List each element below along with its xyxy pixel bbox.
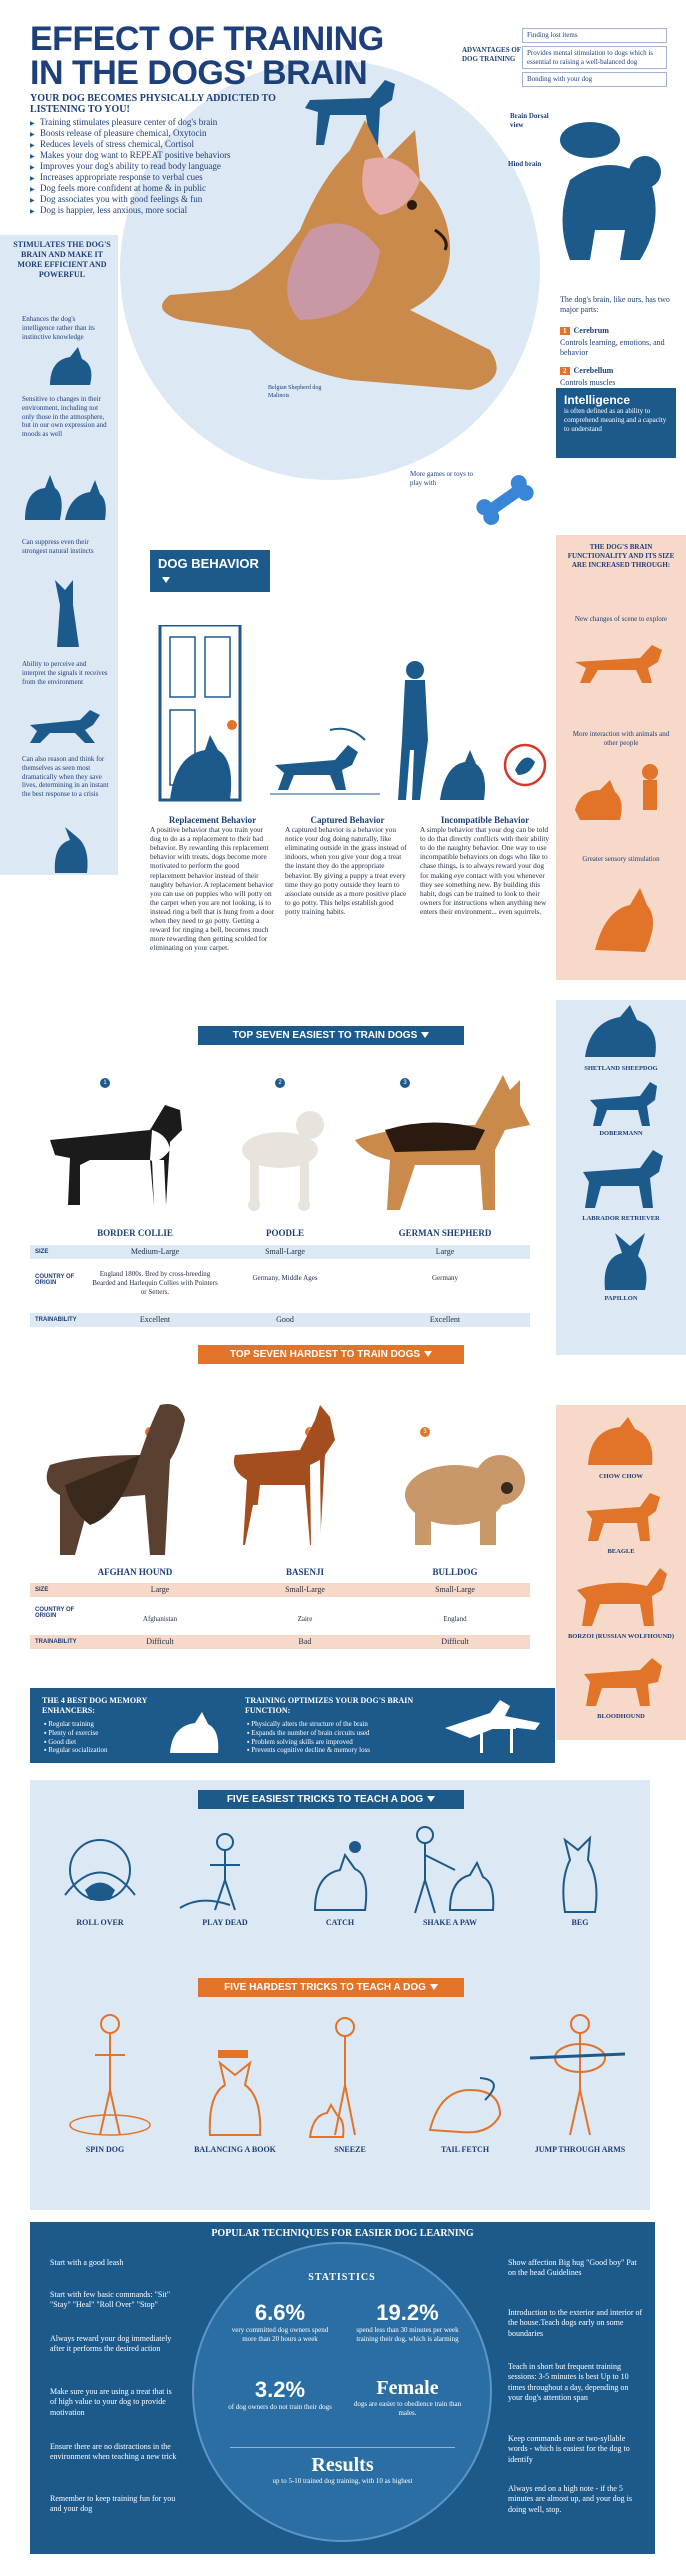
easy-trick-label: PLAY DEAD	[202, 1918, 248, 1927]
brain-intro: The dog's brain, like ours, has two major parts:	[560, 295, 670, 315]
functionality-item: New changes of scene to explore	[574, 615, 668, 623]
subtitle: YOUR DOG BECOMES PHYSICALLY ADDICTED TO LISTENING TO YOU!	[30, 93, 276, 115]
beagle-icon	[580, 1485, 665, 1545]
technique-tip: Show affection Big hug "Good boy" Pat on the head Guidelines	[508, 2258, 637, 2278]
easy-trick-label: ROLL OVER	[76, 1918, 124, 1927]
sneeze-illustration	[305, 2015, 395, 2140]
dobermann-icon	[585, 1078, 665, 1128]
balancing-book-illustration	[190, 2045, 280, 2140]
stimulates-item: Sensitive to changes in their environment, including not only those in the atmosphere, but in our own expression and moods as well	[22, 395, 107, 438]
dog-caption: Belgian Shepherd dog Malinois	[268, 385, 322, 399]
memory-bar	[30, 1688, 555, 1763]
technique-tip: Always end on a high note - if the 5 minutes are almost up, and your dog is doing well, stop.	[508, 2484, 632, 2514]
dog-name: BASENJI	[285, 1567, 324, 1577]
list-item: ▶ Dog associates you with good feelings & fun	[30, 194, 290, 205]
bloodhound-icon	[578, 1650, 668, 1710]
list-item: ▪ Problem solving skills are improved	[247, 1737, 353, 1746]
hard-tricks-heading: FIVE HARDEST TRICKS TO TEACH A DOG	[198, 1978, 464, 1997]
function-list	[247, 1720, 370, 1755]
list-item: ▪ Regular training	[44, 1720, 94, 1728]
basenji-illustration	[225, 1405, 355, 1555]
incompatible-behavior-illustration	[390, 650, 550, 810]
side-breed-label: BEAGLE	[607, 1548, 635, 1555]
brain-dog-silhouette-icon	[550, 110, 670, 290]
list-item: ▶ Training stimulates pleasure center of dog's brain	[30, 117, 290, 128]
list-item: ▪ Prevents cognitive decline & memory loss	[247, 1746, 371, 1755]
list-item: ▶ Dog feels more confident at home & in public	[30, 183, 290, 194]
chevron-down-icon	[424, 1351, 432, 1357]
advantage-item: Bonding with your dog	[522, 72, 667, 87]
brain-dorsal-label: Brain Dorsal view	[510, 112, 549, 129]
technique-tip: Keep commands one or two-syllable words - which is easiest for the dog to identify	[508, 2434, 630, 2464]
list-item: ▶ Dog is happier, less anxious, more social	[30, 205, 290, 216]
two-dogs-icon	[20, 470, 110, 525]
stat-block: Female dogs are easier to obedience train than males.	[353, 2377, 462, 2417]
side-breed-label: LABRADOR RETRIEVER	[582, 1215, 660, 1222]
advantage-item: Finding lost items	[522, 28, 667, 43]
intelligence-box: Intelligence is often defined as an ability to comprehend meaning and a capacity to understand	[556, 388, 676, 458]
border-collie-illustration	[40, 1090, 200, 1215]
easy-trick-label: CATCH	[325, 1918, 355, 1927]
rank-badge: 3	[420, 1427, 430, 1437]
stimulates-item: Ability to perceive and interpret the signals it receives from the environment	[22, 660, 108, 686]
easy-tricks-heading: FIVE EASIEST TRICKS TO TEACH A DOG	[198, 1790, 464, 1809]
technique-tip: Start with a good leash	[50, 2258, 124, 2267]
stat-block: 6.6% very committed dog owners spend more than 20 hours a week	[231, 2300, 329, 2343]
afghan-hound-illustration	[30, 1385, 210, 1565]
alert-dog-icon	[45, 575, 90, 650]
advantage-item: Provides mental stimulation to dogs which is essential to raising a well-balanced dog	[522, 46, 667, 70]
technique-tip: Start with few basic commands: "Sit" "Stay" "Heal" "Roll Over" "Stop"	[50, 2290, 171, 2310]
easy-trick-label: SHAKE A PAW	[422, 1918, 478, 1927]
labrador-icon	[575, 1142, 670, 1212]
games-caption: More games or toys to play with	[410, 470, 473, 487]
brain-part-cerebellum: 2 Cerebellum Controls muscles	[560, 366, 616, 387]
hard-trick-label: TAIL FETCH	[440, 2145, 490, 2154]
techniques-heading: POPULAR TECHNIQUES FOR EASIER DOG LEARNING	[211, 2228, 474, 2239]
hard-trick-label: SNEEZE	[334, 2145, 366, 2154]
catch-illustration	[300, 1835, 380, 1915]
behavior-col-captured: Captured Behavior A captured behavior is a behavior you notice your dog doing naturally, like eliminating outside in the grass instead of indoors, when you give your dog a treat the instant they do the appropriate behavior. By giving a puppy a treat every time they go potty outside they learn to associate outside as a more positive place to go potty. This helps establish good potty training habits.	[285, 815, 407, 916]
dog-with-person-orange-icon	[570, 760, 680, 830]
hind-brain-label: Hind brain	[508, 160, 542, 168]
advantages-box	[522, 28, 667, 87]
list-item: ▪ Regular socialization	[44, 1746, 108, 1755]
belgian-shepherd-illustration	[150, 120, 530, 440]
walking-dog-orange-icon	[570, 640, 680, 685]
shetland-sheepdog-icon	[575, 1002, 665, 1062]
sitting-dog-icon	[40, 345, 100, 390]
stimulates-item: Can also reason and think for themselves as seen most dramatically when they save lives, determining in an instant the best response to a crisis	[22, 755, 109, 798]
bulldog-illustration	[395, 1440, 535, 1550]
chow-chow-icon	[580, 1415, 660, 1470]
chevron-down-icon	[162, 577, 170, 583]
trainability-row: TRAINABILITY Difficult Bad Difficult	[30, 1635, 530, 1649]
hard-trick-label: SPIN DOG	[85, 2145, 125, 2154]
hard-trick-label: BALANCING A BOOK	[194, 2145, 276, 2154]
stimulates-item: Enhances the dog's intelligence rather than its instinctive knowledge	[22, 315, 95, 341]
stat-block: 19.2% spend less than 30 minutes per week training their dog, which is alarming	[356, 2300, 459, 2343]
captured-behavior-illustration	[270, 690, 380, 800]
running-dog-icon	[25, 705, 105, 745]
behavior-col-replacement: Replacement Behavior A positive behavior that you train your dog to do as a replacement to their bad behavior. By rewarding this replacement behavior with treats, dogs become more motivated to perform the good replacement behavior instead of their naughty behavior. A replacement behavior you can use on puppies who will potty on the carpet when you are not looking, is to instead ring a bell that is hung from a door when they need to go potty. Getting a reward for ringing a bell, becomes much more rewarding then getting scolded for eliminating on your carpet.	[150, 815, 275, 953]
side-breed-label: SHETLAND SHEEPDOG	[584, 1065, 658, 1072]
chevron-down-icon	[421, 1032, 429, 1038]
hard-trick-label: JUMP THROUGH ARMS	[534, 2145, 626, 2154]
hardest-heading: TOP SEVEN HARDEST TO TRAIN DOGS	[198, 1345, 464, 1364]
stimulates-title: STIMULATES THE DOG'S BRAIN AND MAKE IT MORE EFFICIENT AND POWERFUL	[13, 240, 111, 279]
sitting-dog-back-icon	[45, 825, 95, 875]
page-title: EFFECT OF TRAINING IN THE DOGS' BRAIN	[30, 20, 384, 92]
memory-title: THE 4 BEST DOG MEMORY ENHANCERS:	[42, 1696, 148, 1715]
dog-name: BULLDOG	[432, 1567, 478, 1577]
advantages-title: ADVANTAGES OF DOG TRAINING	[462, 46, 521, 63]
header	[0, 0, 686, 863]
rank-badge: 3	[400, 1078, 410, 1088]
functionality-item: More interaction with animals and other people	[572, 730, 670, 747]
dog-name: POODLE	[265, 1228, 304, 1238]
side-breed-label: BLOODHOUND	[597, 1713, 645, 1720]
easy-trick-label: BEG	[571, 1918, 589, 1927]
dog-name: BORDER COLLIE	[97, 1228, 173, 1238]
hardest-section	[0, 1345, 686, 1735]
technique-tip: Remember to keep training fun for you and your dog	[50, 2494, 176, 2514]
tail-fetch-illustration	[420, 2070, 510, 2140]
rank-badge: 2	[275, 1078, 285, 1088]
list-item: ▶ Increases appropriate response to verbal cues	[30, 172, 290, 183]
easiest-heading: TOP SEVEN EASIEST TO TRAIN DOGS	[198, 1026, 464, 1045]
dog-name: GERMAN SHEPHERD	[398, 1228, 492, 1238]
technique-tip: Introduction to the exterior and interior of the house.Teach dogs early on some boundaries	[508, 2308, 643, 2338]
divider	[230, 2447, 455, 2448]
list-item: ▪ Physically alters the structure of the brain	[247, 1720, 368, 1728]
shake-a-paw-illustration	[395, 1825, 505, 1915]
beg-illustration	[540, 1830, 620, 1915]
results-block: Results up to 5-10 trained dog training, with 10 as highest	[272, 2454, 413, 2485]
stats-title: STATISTICS	[308, 2272, 376, 2283]
dog-behavior-tag: DOG BEHAVIOR	[150, 550, 270, 592]
list-item: ▪ Expands the number of brain circuits used	[247, 1728, 370, 1737]
function-title: TRAINING OPTIMIZES YOUR DOG'S BRAIN FUNCTION:	[245, 1696, 414, 1715]
list-item: ▶ Makes your dog want to REPEAT positive behaviors	[30, 150, 290, 161]
jumping-dog-orange-icon	[585, 880, 665, 960]
stimulates-item: Can suppress even their strongest natural instincts	[22, 538, 94, 555]
list-item: ▪ Plenty of exercise	[44, 1728, 99, 1737]
side-breed-label: CHOW CHOW	[598, 1473, 644, 1480]
technique-tip: Ensure there are no distractions in the environment when teaching a new trick	[50, 2442, 177, 2462]
bowl-dog-icon	[160, 1708, 230, 1758]
jump-through-arms-illustration	[525, 2010, 635, 2140]
behavior-col-incompatible: Incompatible Behavior A simple behavior that your dog can be told to do that directly conflicts with their ability to do the naughty behavior. One way to use incompatible behaviors on dogs who like to chase things, is to always reward your dog for making eye contact with you whenever they see something new. By building this habit, dogs can be trained to look to their owners for instructions when anything new enters their environment... even squirrels.	[420, 815, 550, 916]
technique-tip: Teach in short but frequent training sessions: 3-5 minutes is best Up to 10 times throughout a day, depending on your dog's attention span	[508, 2362, 629, 2403]
technique-tip: Always reward your dog immediately after it performs the desired action	[50, 2334, 172, 2354]
german-shepherd-illustration	[345, 1070, 545, 1220]
stat-block: 3.2% of dog owners do not train their dogs	[228, 2377, 332, 2411]
country-row: COUNTRY OF ORIGIN England 1800s. Bred by cross-breeding Bearded and Harlequin Collies with Pointers or Setters. Germany, Middle Ages Germany	[35, 1270, 459, 1296]
size-row: SIZE Large Small-Large Small-Large	[30, 1583, 530, 1597]
list-item: ▶ Reduces levels of stress chemical, Cortisol	[30, 139, 290, 150]
borzoi-icon	[572, 1560, 672, 1630]
chevron-down-icon	[427, 1796, 435, 1802]
dog-name: AFGHAN HOUND	[97, 1567, 173, 1577]
list-item: ▶ Boosts release of pleasure chemical, Oxytocin	[30, 128, 290, 139]
side-breed-label: PAPILLON	[604, 1295, 638, 1302]
chevron-down-icon	[430, 1984, 438, 1990]
rank-badge: 1	[100, 1078, 110, 1088]
poodle-illustration	[230, 1105, 340, 1215]
side-breed-label: DOBERMANN	[599, 1130, 643, 1137]
memory-list	[44, 1720, 108, 1755]
list-item: ▪ Good diet	[44, 1737, 77, 1746]
spin-dog-illustration	[60, 2010, 160, 2140]
bone-toy-icon	[470, 470, 540, 530]
brain-part-cerebrum: 1 Cerebrum Controls learning, emotions, and behavior	[560, 326, 665, 358]
papillon-icon	[590, 1228, 660, 1293]
side-breed-label: BORZOI (RUSSIAN WOLFHOUND)	[567, 1633, 675, 1640]
techniques-section	[30, 2222, 655, 2554]
functionality-title: THE DOG'S BRAIN FUNCTIONALITY AND ITS SIZE ARE INCREASED THROUGH:	[567, 543, 675, 569]
roll-over-illustration	[45, 1830, 155, 1915]
country-row: COUNTRY OF ORIGIN Afghanistan Zaire England	[35, 1607, 467, 1623]
list-item: ▶ Improves your dog's ability to read body language	[30, 161, 290, 172]
easiest-section	[0, 1000, 686, 1360]
trainability-row: TRAINABILITY Excellent Good Excellent	[30, 1313, 530, 1327]
door-bell-illustration	[150, 625, 260, 805]
agility-jump-icon	[440, 1698, 550, 1758]
functionality-item: Greater sensory stimulation	[582, 855, 660, 863]
size-row: SIZE Medium-Large Small-Large Large	[30, 1245, 530, 1259]
technique-tip: Make sure you are using a treat that is of high value to your dog to provide motivation	[50, 2387, 172, 2417]
play-dead-illustration	[170, 1830, 280, 1915]
